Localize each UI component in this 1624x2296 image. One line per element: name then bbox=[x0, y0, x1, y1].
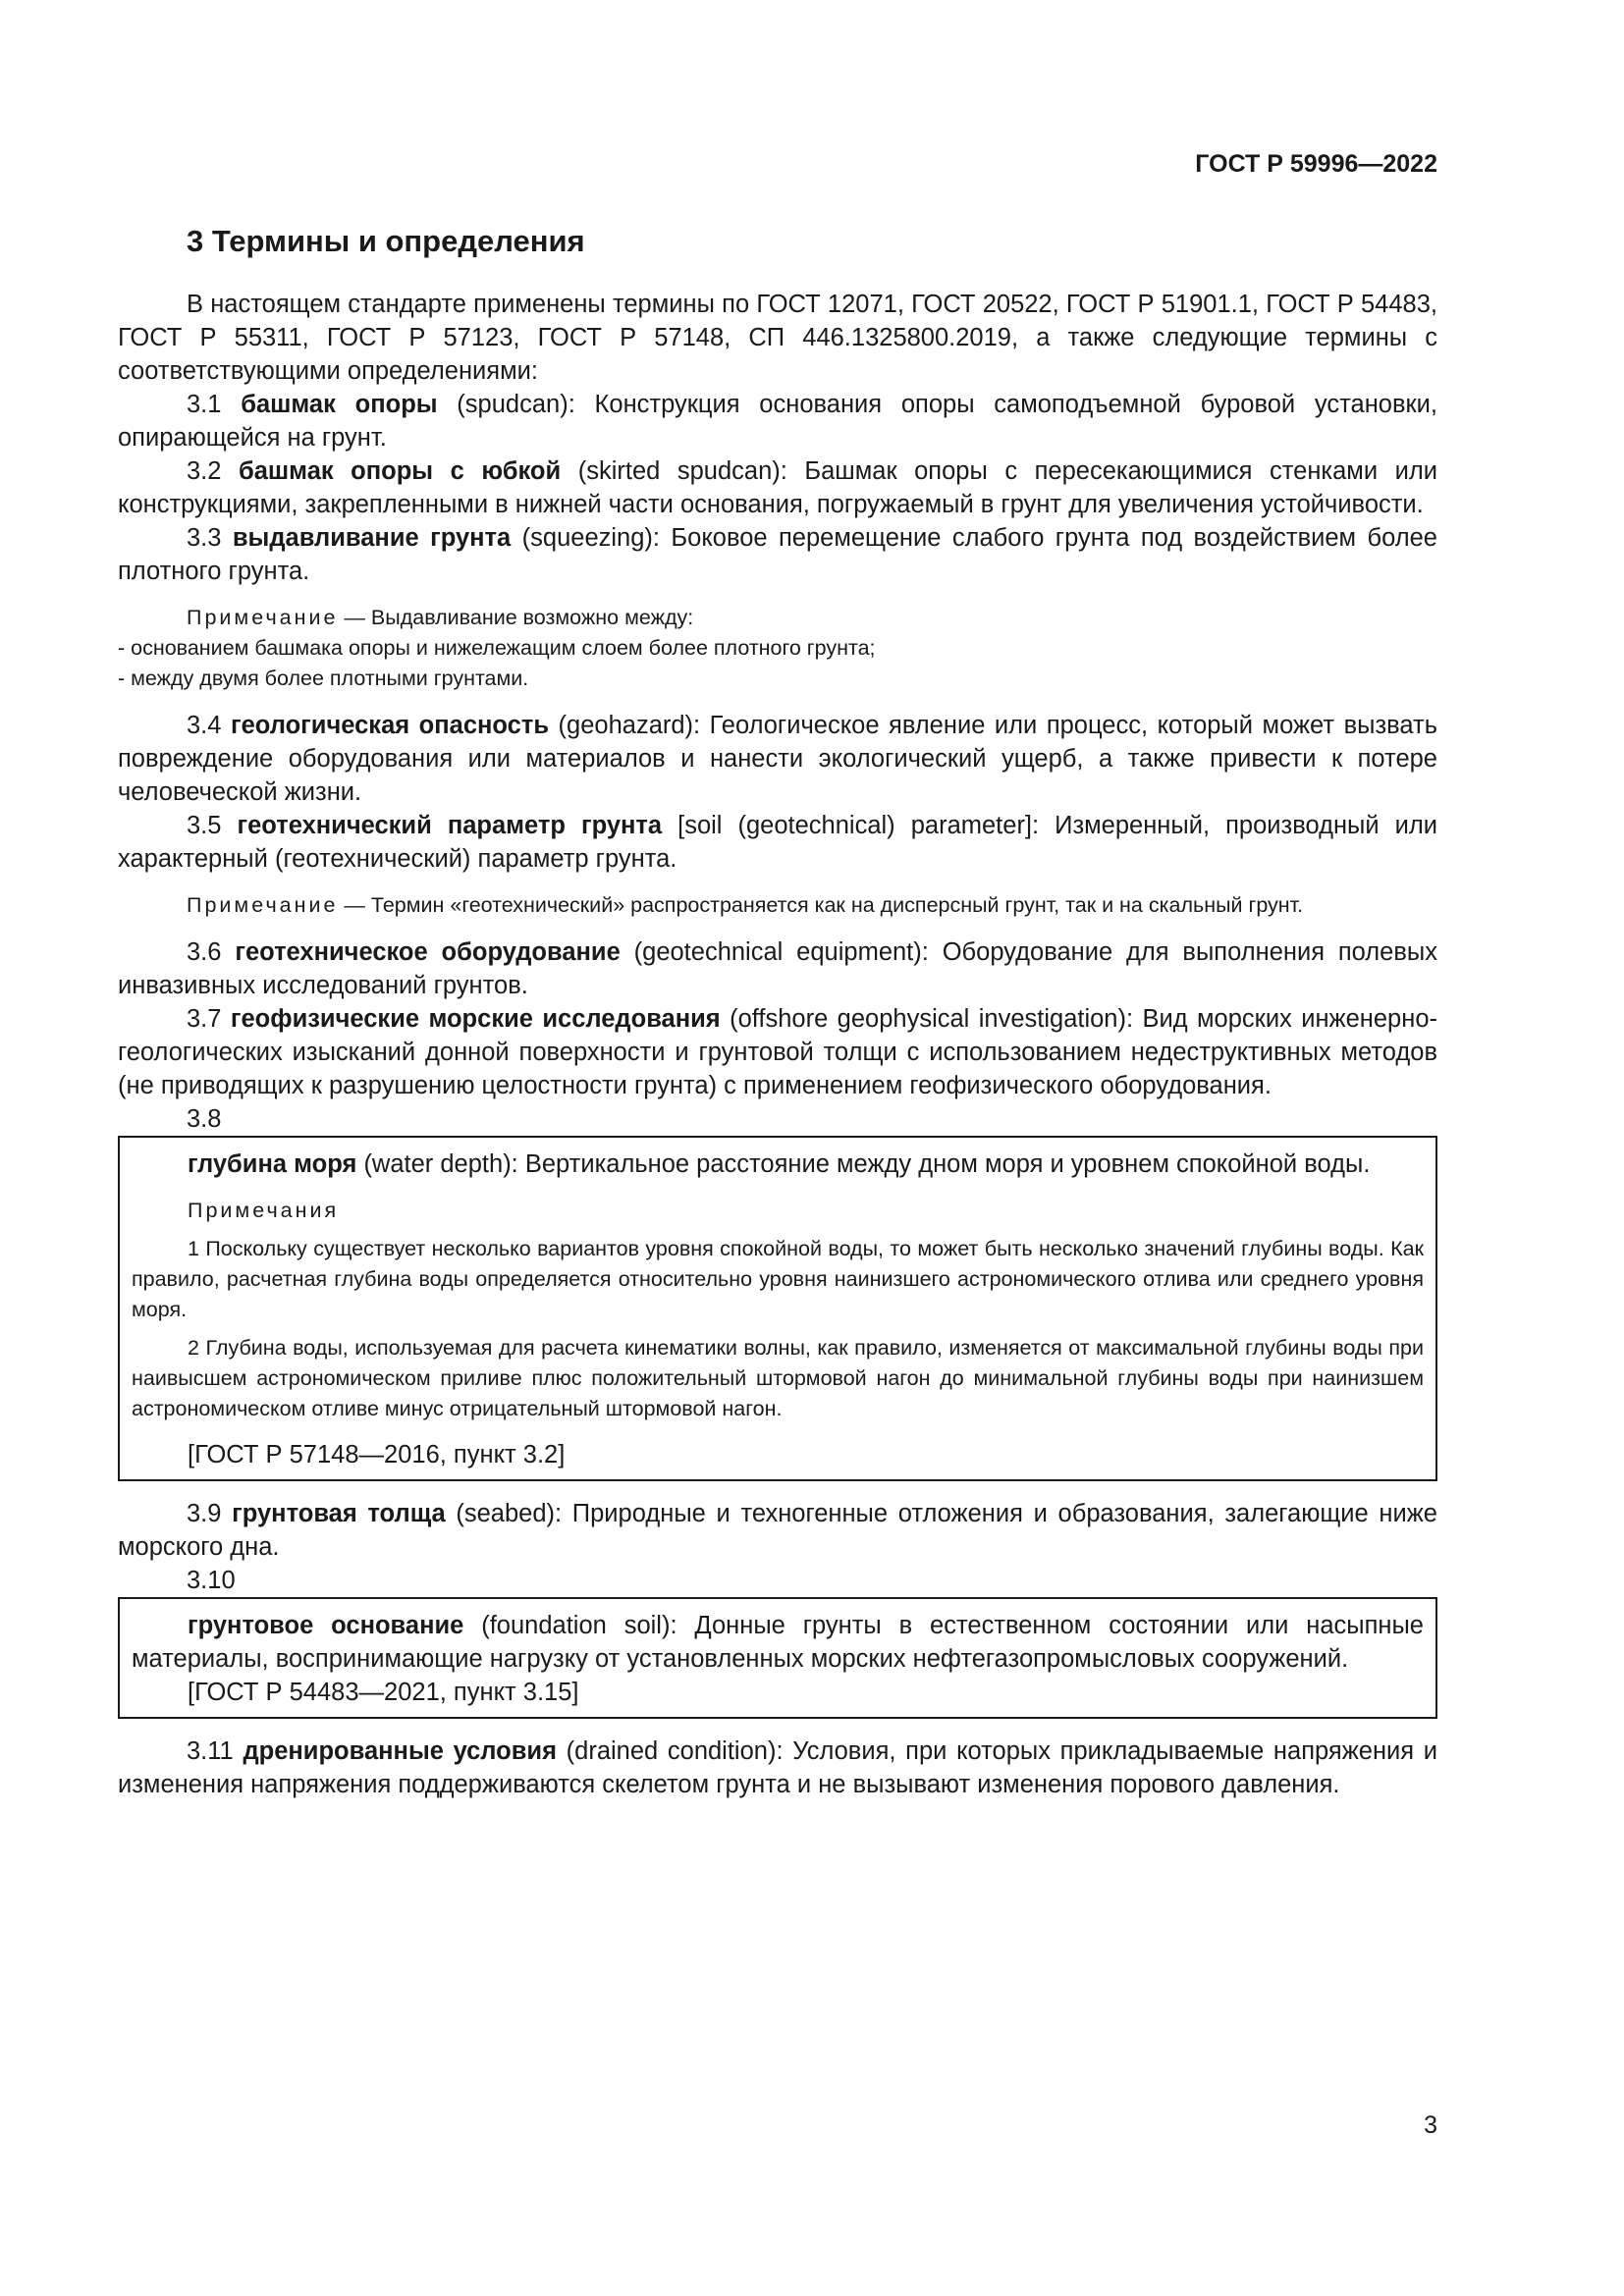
note-3-3-item-2: - между двумя более плотными грунтами. bbox=[118, 667, 529, 690]
term-3-11: 3.11 дренированные условия (drained condition): Условия, при которых прикладываемые напряжения и изменения напряжения поддерживаются скелетом грунта и не вызывают изменения порового давления. bbox=[118, 1737, 1437, 1798]
term-3-7-name: геофизические морские исследования bbox=[230, 1005, 721, 1033]
term-3-1-name: башмак опоры bbox=[241, 391, 438, 418]
term-3-1: 3.1 башмак опоры (spudcan): Конструкция основания опоры самоподъемной буровой установки, опирающейся на грунт. bbox=[118, 391, 1437, 452]
term-3-6: 3.6 геотехническое оборудование (geotechnical equipment): Оборудование для выполнения полевых инвазивных исследований грунтов. bbox=[118, 938, 1437, 999]
document-code: ГОСТ Р 59996—2022 bbox=[1195, 150, 1437, 178]
note-3-8-item-2: 2 Глубина воды, используемая для расчета кинематики волны, как правило, изменяется от максимальной глубины воды при наивысшем астрономическом приливе плюс положительный штормовой нагон до минимальной глубины воды при наинизшем астрономическом отливе минус отрицательный штормовой нагон. bbox=[132, 1336, 1424, 1420]
note-3-3-item-1: - основанием башмака опоры и нижележащим слоем более плотного грунта; bbox=[118, 636, 876, 660]
term-3-10-box bbox=[118, 1597, 1437, 1719]
term-3-10-number: 3.10 bbox=[187, 1567, 236, 1594]
section-title: 3 Термины и определения bbox=[187, 224, 585, 258]
term-3-8-box bbox=[118, 1136, 1437, 1481]
term-3-10: грунтовое основание (foundation soil): Донные грунты в естественном состоянии или насыпные материалы, воспринимающие нагрузку от установленных морских нефтегазопромысловых сооружений. bbox=[132, 1612, 1424, 1673]
reference-3-10: [ГОСТ Р 54483—2021, пункт 3.15] bbox=[188, 1679, 579, 1706]
term-3-9-name: грунтовая толща bbox=[232, 1500, 446, 1527]
note-3-5: Примечание — Термин «геотехнический» распространяется как на дисперсный грунт, так и на скальный грунт. bbox=[187, 893, 1304, 917]
term-3-3: 3.3 выдавливание грунта (squeezing): Боковое перемещение слабого грунта под воздействием более плотного грунта. bbox=[118, 524, 1437, 585]
term-3-8: глубина моря (water depth): Вертикальное расстояние между дном моря и уровнем спокойной воды. bbox=[188, 1150, 1371, 1178]
term-3-8-number: 3.8 bbox=[187, 1105, 222, 1133]
note-label: Примечание bbox=[187, 606, 339, 629]
term-3-4-name: геологическая опасность bbox=[231, 712, 550, 739]
intro-paragraph: В настоящем стандарте применены термины по ГОСТ 12071, ГОСТ 20522, ГОСТ Р 51901.1, ГОСТ Р 54483, ГОСТ Р 55311, ГОСТ Р 57123, ГОСТ Р 57148, СП 446.1325800.2019, а также следующие термины с соответствующими определениями: bbox=[118, 291, 1437, 385]
term-3-5-name: геотехнический параметр грунта bbox=[237, 812, 663, 839]
term-3-2-name: башмак опоры с юбкой bbox=[238, 457, 562, 485]
notes-3-8-label: Примечания bbox=[188, 1199, 340, 1222]
term-3-8-name: глубина моря bbox=[188, 1150, 357, 1178]
term-3-5: 3.5 геотехнический параметр грунта [soil (geotechnical) parameter]: Измеренный, производный или характерный (геотехнический) параметр грунта. bbox=[118, 812, 1438, 873]
term-3-11-name: дренированные условия bbox=[243, 1737, 557, 1765]
term-3-7: 3.7 геофизические морские исследования (offshore geophysical investigation): Вид морских инженерно-геологических изысканий донной поверхности и грунтовой толщи с использованием недеструктивных методов (не приводящих к разрушению целостности грунта) с применением геофизического оборудования. bbox=[118, 1005, 1437, 1099]
term-3-6-name: геотехническое оборудование bbox=[235, 938, 621, 966]
note-3-3: Примечание — Выдавливание возможно между: bbox=[187, 606, 694, 629]
page-body bbox=[118, 222, 1437, 1801]
note-label: Примечание bbox=[187, 893, 339, 917]
page-number: 3 bbox=[1424, 2111, 1437, 2139]
note-3-8-item-1: 1 Поскольку существует несколько вариантов уровня спокойной воды, то может быть несколько значений глубины воды. Как правило, расчетная глубина воды определяется относительно уровня наинизшего астрономического отлива или среднего уровня моря. bbox=[132, 1237, 1424, 1321]
term-3-3-name: выдавливание грунта bbox=[232, 524, 512, 552]
term-3-10-name: грунтовое основание bbox=[188, 1612, 464, 1639]
term-3-9: 3.9 грунтовая толща (seabed): Природные и техногенные отложения и образования, залегающие ниже морского дна. bbox=[118, 1500, 1437, 1561]
reference-3-8: [ГОСТ Р 57148—2016, пункт 3.2] bbox=[188, 1441, 566, 1468]
term-3-4: 3.4 геологическая опасность (geohazard): Геологическое явление или процесс, который может вызвать повреждение оборудования или материалов и нанести экологический ущерб, а также привести к потере человеческой жизни. bbox=[118, 712, 1437, 806]
term-3-2: 3.2 башмак опоры с юбкой (skirted spudcan): Башмак опоры с пересекающимися стенками или конструкциями, закрепленными в нижней части основания, погружаемый в грунт для увеличения устойчивости. bbox=[118, 457, 1437, 518]
